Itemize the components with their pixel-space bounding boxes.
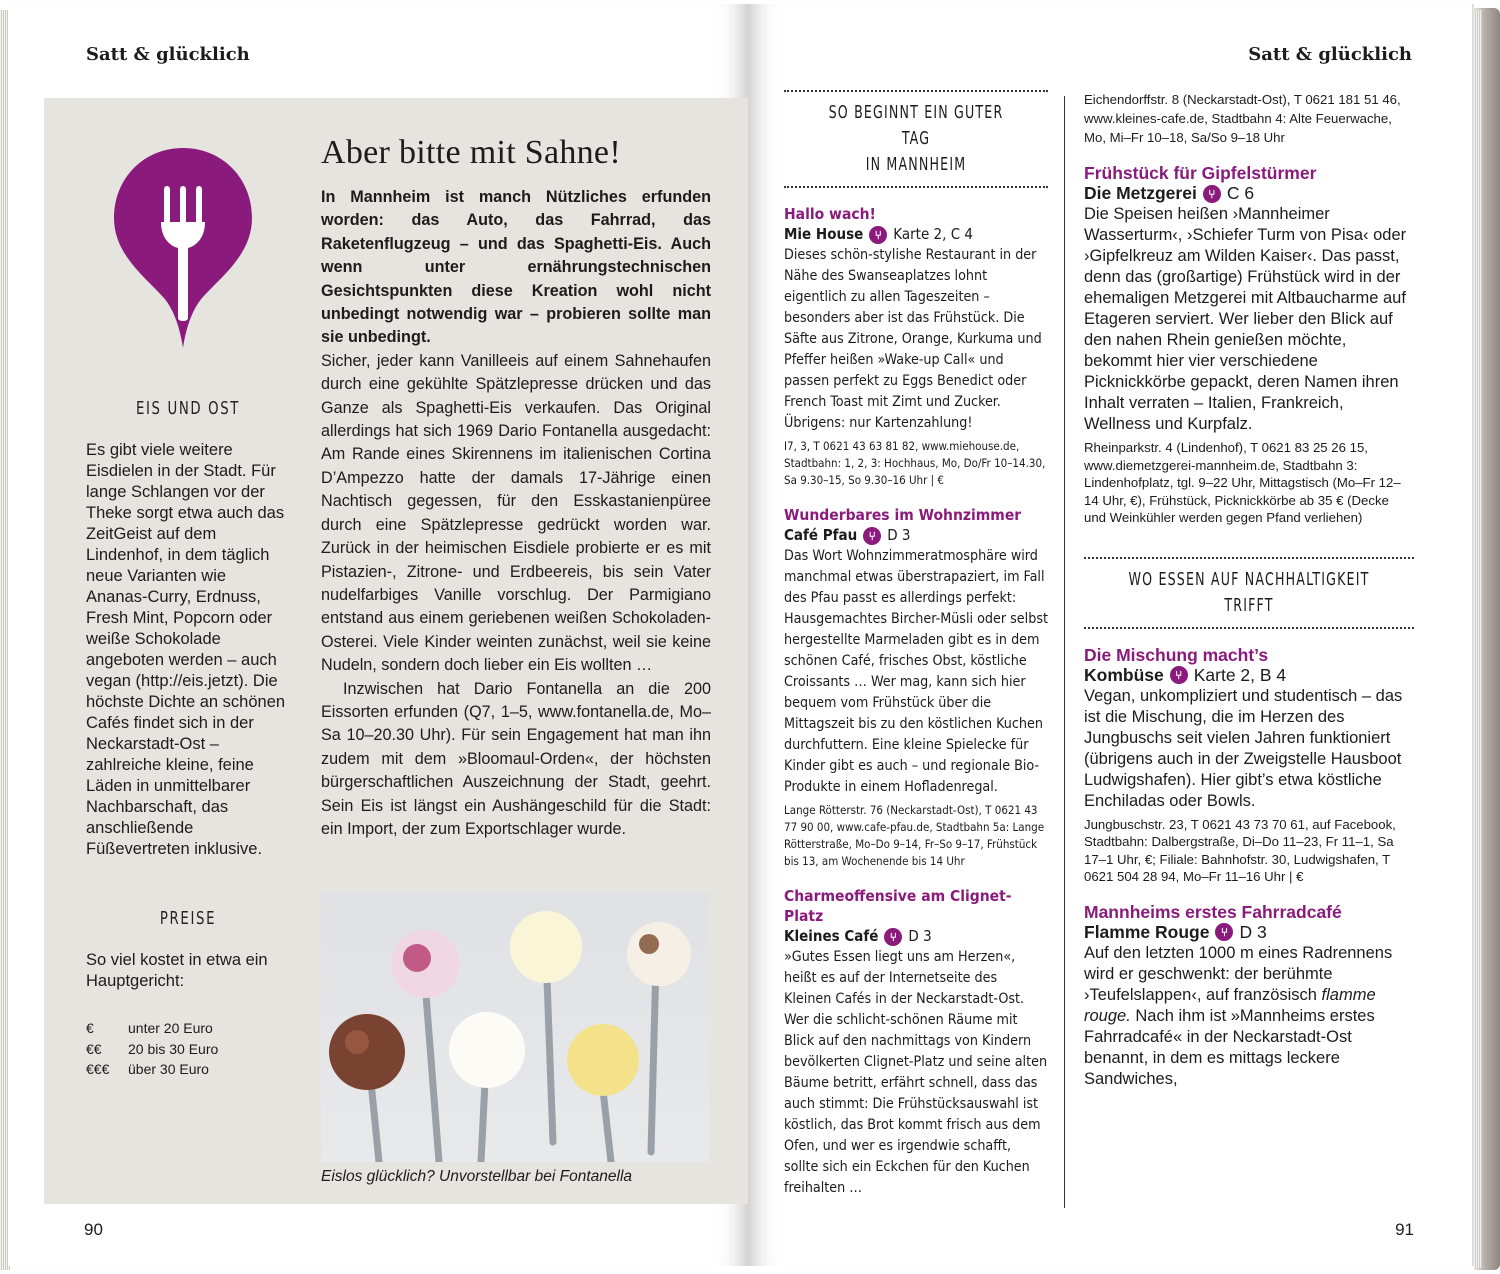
- venue-name-row: [1084, 665, 1414, 686]
- page-number-left: 90: [84, 1220, 103, 1239]
- venue-name: Café Pfau: [784, 526, 858, 544]
- box-heading-line: SO BEGINNT EIN GUTER TAG: [828, 102, 1004, 149]
- fork-icon: ⑂: [869, 226, 887, 244]
- box-heading-breakfast: [784, 90, 1048, 188]
- price-symbol: €: [86, 1020, 94, 1036]
- eis-text: Es gibt viele weitere Eisdielen in der Stadt. Für lange Schlangen vor der Theke sorgt etwa auch das ZeitGeist auf dem Lindenhof, in dem täglich neue Varianten wie Ananas-Curry, Erdnuss, Fresh Mint, Popcorn oder weiße Schokolade angeboten werden – auch vegan (http://eis.jetzt). Die höchste Dichte an schönen Cafés findet sich in der Neckarstadt-Ost – zahlreiche kleine, feine Läden in unmittelbarer Nachbarschaft, das anschließende Füßevertreten inklusive.: [86, 441, 286, 858]
- venue-name: Kleines Café: [784, 927, 879, 945]
- venue-entry: [784, 505, 1048, 870]
- box-heading-line: IN MANNHEIM: [865, 154, 967, 175]
- venue-name-row: [1084, 922, 1414, 943]
- price-row: [86, 1059, 218, 1080]
- box-heading-line: WO ESSEN AUF NACHHALTIGKEIT: [1128, 568, 1370, 590]
- venue-name-row: [784, 224, 1048, 245]
- running-head-right: Satt & glücklich: [1248, 44, 1412, 65]
- venue-entry: [784, 886, 1048, 1199]
- column-b: [1084, 90, 1414, 1090]
- feature-box: [44, 98, 748, 1204]
- venue-name-row: [784, 926, 1048, 947]
- venue-info: Jungbuschstr. 23, T 0621 43 73 70 61, auf Facebook, Stadtbahn: Dalbergstraße, Di–Do 11–23, Fr 11–1, Sa 17–1 Uhr, €; Filiale: Bahnhofstr. 30, Ludwigshafen, T 0621 504 28 94, Mo–Fr 11–16 Uhr | €: [1084, 816, 1396, 884]
- ice-cream-photo: [321, 892, 709, 1162]
- venue-description: Das Wort Wohnzimmeratmosphäre wird manchmal etwas überstrapaziert, im Fall des Pfau passt es allerdings perfekt: Hausgemachtes Bircher-Müsli oder selbst hergestellte Marmeladen gibt es in dem schönen Café, frisches Obst, köstliche Croissants … Wer mag, kann sich hier bequem vom Frühstück über die Mittagszeit bis zu den köstlichen Kuchen durchfuttern. Eine kleine Spielecke für Kinder gibt es auch – und regionale Bio-Produkte in einem Hofladenregal.: [784, 548, 1048, 795]
- right-page: [748, 4, 1474, 1266]
- venue-name: Mie House: [784, 225, 864, 243]
- left-page: [8, 4, 748, 1266]
- page-stack-right: [1474, 10, 1482, 1268]
- article-paragraph: Inzwischen hat Dario Fontanella an die 200 Eissorten erfunden (Q7, 1–5, www.fontanella.de, Mo–Sa 10–20.30 Uhr). Für sein Engagement hat man ihn zudem mit dem »Bloomaul-Orden«, der höchsten bürgerschaftlichen Auszeichnung der Stadt, geehrt. Sein Eis ist längst ein Aushängeschild für die Stadt: ein Import, der zum Exportschlager wurde.: [321, 679, 711, 838]
- venue-description-part: Auf den letzten 1000 m eines Radrennens wird er geschwenkt: der berühmte ›Teufelslappen‹, auf französisch: [1084, 943, 1393, 1004]
- venue-kicker: Charmeoffensive am Clignet-Platz: [784, 887, 1012, 925]
- fork-icon: ⑂: [863, 527, 881, 545]
- price-row: [86, 1018, 218, 1039]
- venue-info: I7, 3, T 0621 43 63 81 82, www.miehouse.de, Stadtbahn: 1, 2, 3: Hochhaus, Mo, Do/Fr 10–14.30, Sa 9.30–15, So 9.30–16 Uhr | €: [784, 439, 1046, 487]
- fork-icon: ⑂: [884, 928, 902, 946]
- price-symbol: €€: [86, 1040, 102, 1057]
- venue-description: Vegan, unkompliziert und studentisch – das ist die Mischung, die im Herzen des Jungbuschs seit vielen Jahren funktioniert (übrigens auch in der Zweigstelle Hausboot Ludwigshafen). Hier gibt’s etwa köstliche Enchiladas oder Bowls.: [1084, 686, 1403, 810]
- price-list: [86, 1018, 218, 1080]
- article-lead: In Mannheim ist manch Nützliches erfunden worden: das Auto, das Fahrrad, das Raketenflugzeug – und das Spaghetti-Eis. Auch wenn unter ernährungstechnischen Gesichtspunkten diese Kreation wohl nicht unbedingt notwendig war – probieren sollte man sie unbedingt.: [321, 188, 711, 347]
- column-a: [784, 90, 1048, 1199]
- photo-caption: Eislos glücklich? Unvorstellbar bei Fontanella: [321, 1168, 633, 1185]
- box-heading-line: TRIFFT: [1224, 594, 1274, 616]
- venue-kicker: Mannheims erstes Fahrradcafé: [1084, 901, 1342, 922]
- venue-name: Flamme Rouge: [1084, 921, 1210, 942]
- venue-kicker: Wunderbares im Wohnzimmer: [784, 506, 1022, 524]
- venue-kicker: Die Mischung macht’s: [1084, 644, 1269, 665]
- venue-name: Die Metzgerei: [1084, 183, 1197, 203]
- venue-description-italic: flamme rouge.: [1084, 985, 1376, 1025]
- ice-cream-spoons-image: [321, 892, 709, 1162]
- map-reference: D 3: [1239, 921, 1267, 942]
- price-symbol: €€€: [86, 1061, 110, 1077]
- venue-name-row: [784, 525, 1048, 546]
- venue-entry: [1084, 163, 1414, 527]
- map-reference: D 3: [908, 927, 932, 945]
- preise-text: So viel kostet in etwa ein Hauptgericht:: [86, 951, 268, 990]
- venue-kicker: Frühstück für Gipfelstürmer: [1084, 163, 1317, 183]
- price-label: über 30 Euro: [128, 1061, 209, 1077]
- fork-icon: ⑂: [1170, 666, 1188, 684]
- article-paragraph: Sicher, jeder kann Vanilleeis auf einem Sahnehaufen durch eine gekühlte Spätzlepresse drücken und das Ganze als Spaghetti-Eis verkaufen. Das Original allerdings hat sich 1969 Dario Fontanella ausgedacht: Am Rande eines Skirennens im italienischen Cortina D’Ampezzo hatte der damals 17-Jährige einen Nachtisch gegessen, für den Esskastanienpüree durch eine Spätzlepresse gedrückt worden war. Zurück in der heimischen Eisdiele probierte er es mit Pistazien-, Zitrone- und Erdbeereis, bis sein Vater nudelfarbiges Vanille vorschlug. Der Parmigiano entstand aus einem geriebenen weißen Schokoladen-Osterei. Viele Kinder weinten zunächst, weil sie keine Nudeln, sondern doch lieber ein Eis wollten …: [321, 351, 711, 675]
- price-label: 20 bis 30 Euro: [128, 1040, 219, 1057]
- map-reference: D 3: [887, 526, 911, 544]
- fork-pin-icon: [108, 142, 258, 352]
- map-reference: C 6: [1226, 183, 1255, 203]
- venue-info: Rheinparkstr. 4 (Lindenhof), T 0621 83 25 26 15, www.diemetzgerei-mannheim.de, Stadtbahn 3: Lindenhofplatz, tgl. 9–22 Uhr, Mittagstisch (Mo–Fr 12–14 Uhr, €), Frühstück, Picknickkörbe ab 35 € (Decke und Weinkühler werden gegen Pfand verliehen): [1084, 440, 1401, 525]
- article-title: Aber bitte mit Sahne!: [321, 134, 621, 171]
- venue-entry: [1084, 902, 1414, 1090]
- venue-entry: [784, 204, 1048, 489]
- price-row: [86, 1039, 218, 1060]
- venue-info: Eichendorffstr. 8 (Neckarstadt-Ost), T 0621 181 51 46, www.kleines-cafe.de, Stadtbahn 4: Alte Feuerwache, Mo, Mi–Fr 10–18, Sa/So 9–18 Uhr: [1084, 92, 1401, 145]
- venue-description: Dieses schön-stylishe Restaurant in der Nähe des Swanseaplatzes lohnt eigentlich zu allen Tageszeiten – besonders aber ist das Frühstück. Die Säfte aus Zitrone, Orange, Kurkuma und Pfeffer heißen »Wake-up Call« und passen perfekt zu Eggs Benedict oder French Toast mit Zimt und Zucker. Übrigens: nur Kartenzahlung!: [784, 247, 1042, 431]
- eis-heading: EIS UND OST: [135, 398, 241, 419]
- venue-name-row: [1084, 183, 1414, 204]
- map-reference: Karte 2, C 4: [893, 225, 974, 243]
- venue-entry: [1084, 645, 1414, 886]
- venue-name: Kombüse: [1084, 664, 1164, 685]
- venue-description: [1084, 943, 1414, 1090]
- fork-icon: ⑂: [1203, 185, 1221, 203]
- preise-heading: PREISE: [159, 908, 217, 929]
- box-heading-sustainability: [1084, 557, 1414, 629]
- venue-description: »Gutes Essen liegt uns am Herzen«, heißt es auf der Internetseite des Kleinen Cafés in der Neckarstadt-Ost. Wer die schlicht-schönen Räume mit Blick auf den nachmittags von Kindern bevölkerten Clignet-Platz und seine alten Bäume betritt, erfährt schnell, dass das auch stimmt: Die Frühstücksauswahl ist köstlich, das Brot kommt frisch aus dem Ofen, und wer es irgendwie schafft, sollte sich ein Eckchen für den Kuchen freihalten …: [784, 949, 1048, 1196]
- venue-info: Lange Rötterstr. 76 (Neckarstadt-Ost), T 0621 43 77 90 00, www.cafe-pfau.de, Stadtbahn 5a: Lange Rötterstraße, Mo–Do 9–14, Fr–So 9–17, Frühstück bis 13, am Wochenende bis 14 Uhr: [784, 803, 1045, 868]
- column-divider: [1064, 96, 1065, 1208]
- price-label: unter 20 Euro: [128, 1020, 213, 1036]
- venue-kicker: Hallo wach!: [784, 205, 876, 223]
- venue-description: Die Speisen heißen ›Mannheimer Wasserturm‹, ›Schiefer Turm von Pisa‹ oder ›Gipfelkreuz am Wilden Kaiser‹. Das passt, denn das (großartige) Frühstück wird in der ehemaligen Metzgerei mit Altbaucharme auf Etageren serviert. Wer lieber den Blick auf den nahen Rhein genießen möchte, bekommt hier vier verschiedene Picknickkörbe gepackt, deren Namen ihren Inhalt verraten – Italien, Frankreich, Wellness und Kurpfalz.: [1084, 205, 1407, 433]
- fork-icon: ⑂: [1215, 923, 1233, 941]
- article: [321, 134, 711, 841]
- map-reference: Karte 2, B 4: [1193, 664, 1287, 685]
- venue-description-part: Nach ihm ist »Mannheims erstes Fahrradcafé« in der Neckarstadt-Ost benannt, in dem es mittags leckere Sandwiches,: [1084, 1006, 1375, 1088]
- page-number-right: 91: [1395, 1220, 1414, 1239]
- running-head-left: Satt & glücklich: [86, 44, 250, 65]
